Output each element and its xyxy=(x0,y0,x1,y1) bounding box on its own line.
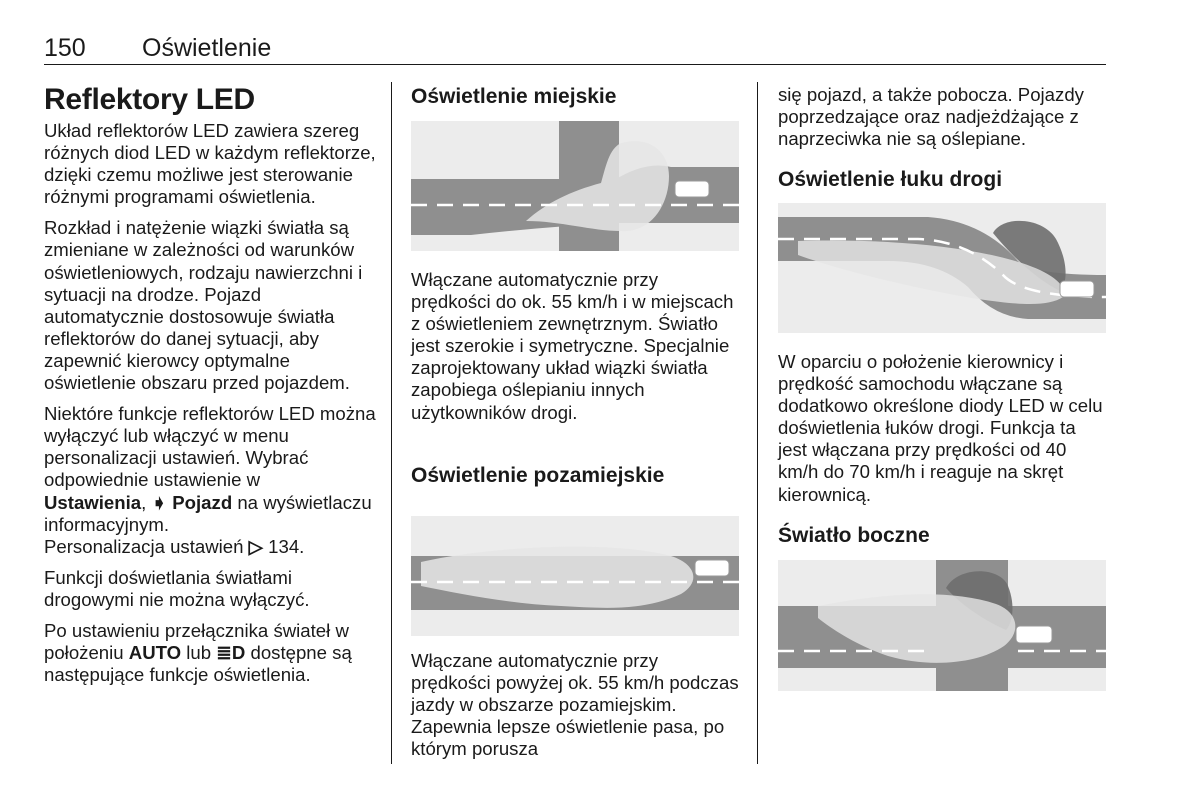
column-3-block-2 xyxy=(778,351,1108,515)
text-or: lub xyxy=(186,642,212,664)
paragraph-led-intro: Układ reflektorów LED zawiera szereg różnych diod LED w każdym reflektorze, dzięki czemu możliwe jest sterowanie różnymi programami oświetlenia. xyxy=(44,120,376,208)
illustration-curve-light xyxy=(778,203,1106,333)
header-divider xyxy=(44,64,1106,65)
column-2-block-1 xyxy=(411,269,741,433)
paragraph-high-beam-note: Funkcji doświetlania światłami drogowymi nie można wyłączyć. xyxy=(44,566,310,610)
illustration-country-light xyxy=(411,516,739,636)
paragraph-country-light: Włączane automatycznie przy prędkości powyżej ok. 55 km/h podczas jazdy w obszarze pozamiejskim. Zapewnia lepsze oświetlenie pasa, po którym porusza xyxy=(411,650,739,760)
column-divider-2 xyxy=(757,82,758,764)
text-on-display: na wyświetlaczu informacyjnym. xyxy=(44,491,372,535)
heading-country-light: Oświetlenie pozamiejskie xyxy=(411,464,665,487)
paragraph-city-light: Włączane automatycznie przy prędkości do ok. 55 km/h i w miejscach z oświetleniem zewnętrznym. Światło jest szerokie i symetryczne. Specjalnie zaprojektowany układ wiązki światła zapobiega oślepianiu innych użytkowników drogi. xyxy=(411,269,734,423)
paragraph-switch-position xyxy=(44,620,379,686)
text-personalization-ref: Personalizacja ustawień xyxy=(44,535,244,557)
chapter-title: Oświetlenie xyxy=(142,34,272,62)
low-beam-icon: ≣D xyxy=(216,642,246,664)
auto-position-label: AUTO xyxy=(128,642,182,664)
text-available-functions: dostępne są następujące funkcje oświetlenia. xyxy=(44,642,352,686)
heading-curve-light: Oświetlenie łuku drogi xyxy=(778,168,1003,191)
page-header xyxy=(44,34,1106,64)
column-3-block-1 xyxy=(778,84,1108,159)
column-divider-1 xyxy=(391,82,392,764)
text-switch-intro: Po ustawieniu przełącznika świateł w położeniu xyxy=(44,619,349,664)
column-1-body xyxy=(44,120,379,695)
illustration-city-light xyxy=(411,121,739,251)
paragraph-curve-light: W oparciu o położenie kierownicy i prędkość samochodu włączane są dodatkowo określone diody LED w celu doświetlenia łuków drogi. Funkcja ta jest włączana przy prędkości od 40 km/h do 70 km/h i reaguje na skręt kierownicą. xyxy=(778,351,1103,505)
illustration-side-light xyxy=(778,560,1106,691)
menu-separator: , xyxy=(141,491,147,513)
arrow-right-icon: ➧ xyxy=(151,491,168,513)
page-number: 150 xyxy=(44,34,86,62)
page-reference-number: 134. xyxy=(268,535,305,557)
menu-settings-label: Ustawienia xyxy=(44,491,142,513)
menu-vehicle-label: Pojazd xyxy=(172,491,233,513)
section-heading-led-headlights: Reflektory LED xyxy=(44,83,255,116)
heading-city-light: Oświetlenie miejskie xyxy=(411,85,617,108)
text-personalization-intro: Niektóre funkcje reflektorów LED można wyłączyć lub włączyć w menu personalizacji ustawień. Wybrać odpowiednie ustawienie w xyxy=(44,403,376,491)
paragraph-personalization xyxy=(44,403,379,558)
column-2-block-2 xyxy=(411,650,741,769)
paragraph-beam-distribution: Rozkład i natężenie wiązki światła są zmieniane w zależności od warunków oświetleniowych, rodzaju nawierzchni i sytuacji na drodze. Pojazd automatycznie dostosowuje światła reflektorów do danej sytuacji, aby zapewnić kierowcy optymalne oświetlenie obszaru przed pojazdem. xyxy=(44,217,363,394)
heading-side-light: Światło boczne xyxy=(778,524,930,547)
paragraph-country-light-continued: się pojazd, a także pobocza. Pojazdy poprzedzające oraz nadjeżdżające z naprzeciwka nie są oślepiane. xyxy=(778,84,1084,150)
page-reference-icon: ▷ xyxy=(248,535,263,557)
